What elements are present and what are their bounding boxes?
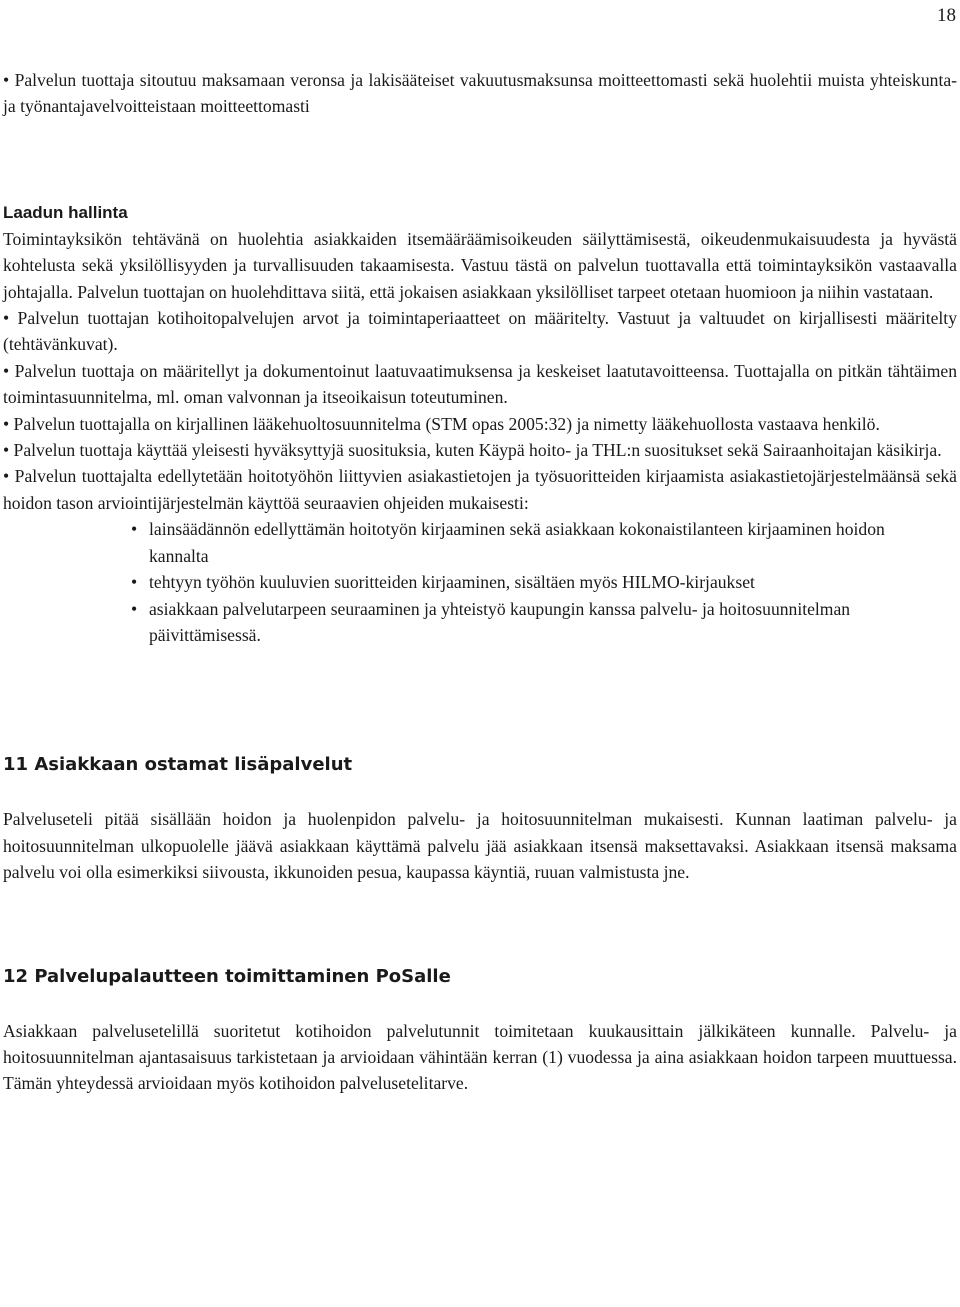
quality-paragraph-3: • Palvelun tuottaja on määritellyt ja dokumentoinut laatuvaatimuksensa ja keskeiset laatutavoitteensa. Tuottajalla on pitkän tähtäimen toimintasuunnitelma, ml. oman valvonnan ja itseoikaisun toteutuminen. bbox=[3, 360, 957, 408]
bullet-icon: • bbox=[131, 519, 138, 540]
section-12-heading: 12 Palvelupalautteen toimittaminen PoSalle bbox=[3, 965, 451, 987]
list-item bbox=[131, 596, 897, 649]
bullet-icon: • bbox=[131, 572, 138, 593]
quality-paragraph-5: • Palvelun tuottaja käyttää yleisesti hyväksyttyjä suosituksia, kuten Käypä hoito- ja THL:n suositukset sekä Sairaanhoitajan käsikirja. bbox=[3, 440, 942, 461]
section-11-body: Palveluseteli pitää sisällään hoidon ja huolenpidon palvelu- ja hoitosuunnitelman mukaisesti. Kunnan laatiman palvelu- ja hoitosuunnitelman ulkopuolelle jäävä asiakkaan käyttämä palvelu jää asiakkaan itsensä maksettavaksi. Asiakkaan itsensä maksama palvelu voi olla esimerkiksi siivousta, ikkunoiden pesua, kaupassa käyntiä, ruuan valmistusta jne. bbox=[3, 809, 957, 883]
bullet-icon: • bbox=[131, 598, 138, 619]
list-item-text: asiakkaan palvelutarpeen seuraaminen ja yhteistyö kaupungin kanssa palvelu- ja hoitosuunnitelman päivittämisessä. bbox=[149, 598, 851, 645]
quality-paragraph-1: Toimintayksikön tehtävänä on huolehtia asiakkaiden itsemääräämisoikeuden säilyttämisestä, oikeudenmukaisuudesta ja hyvästä kohtelusta sekä yksilöllisyyden ja turvallisuuden takaamisesta. Vastuu tästä on palvelun tuottavalla että toimintayksikön vastaavalla johtajalla. Palvelun tuottajan on huolehdittava siitä, että jokaisen asiakkaan yksilölliset tarpeet otetaan huomioon ja niihin vastataan. bbox=[3, 228, 957, 302]
quality-paragraph-6: • Palvelun tuottajalta edellytetään hoitotyöhön liittyvien asiakastietojen ja työsuoritteiden kirjaamista asiakastietojärjestelmäänsä sekä hoidon tason arviointijärjestelmän käyttöä seuraavien ohjeiden mukaisesti: bbox=[3, 466, 957, 513]
page-number: 18 bbox=[937, 5, 956, 26]
quality-title: Laadun hallinta bbox=[3, 202, 128, 222]
list-item-text: lainsäädännön edellyttämän hoitotyön kirjaaminen sekä asiakkaan kokonaistilanteen kirjaaminen hoidon kannalta bbox=[149, 519, 885, 566]
section-11-heading: 11 Asiakkaan ostamat lisäpalvelut bbox=[3, 754, 353, 776]
quality-paragraph-2: • Palvelun tuottajan kotihoitopalvelujen arvot ja toimintaperiaatteet on määritelty. Vastuut ja valtuudet on kirjallisesti määritelty (tehtävänkuvat). bbox=[3, 308, 957, 355]
list-item bbox=[131, 516, 897, 569]
quality-section bbox=[3, 200, 957, 649]
quality-paragraph-4: • Palvelun tuottajalla on kirjallinen lääkehuoltosuunnitelma (STM opas 2005:32) ja nimetty lääkehuollosta vastaava henkilö. bbox=[3, 413, 880, 434]
list-item-text: tehtyyn työhön kuuluvien suoritteiden kirjaaminen, sisältäen myös HILMO-kirjaukset bbox=[149, 572, 755, 593]
intro-paragraph: • Palvelun tuottaja sitoutuu maksamaan veronsa ja lakisääteiset vakuutusmaksunsa moitteettomasti sekä huolehtii muista yhteiskunta- ja työnantajavelvoitteistaan moitteettomasti bbox=[3, 70, 957, 117]
documentation-list bbox=[131, 516, 897, 648]
section-12-body: Asiakkaan palvelusetelillä suoritetut kotihoidon palvelutunnit toimitetaan kuukausittain jälkikäteen kunnalle. Palvelu- ja hoitosuunnitelman ajantasaisuus tarkistetaan ja arvioidaan vähintään kerran (1) vuodessa ja aina asiakkaan hoidon tarpeen muuttuessa. Tämän yhteydessä arvioidaan myös kotihoidon palvelusetelitarve. bbox=[3, 1020, 957, 1094]
document-body bbox=[3, 67, 957, 1097]
list-item bbox=[131, 569, 897, 595]
